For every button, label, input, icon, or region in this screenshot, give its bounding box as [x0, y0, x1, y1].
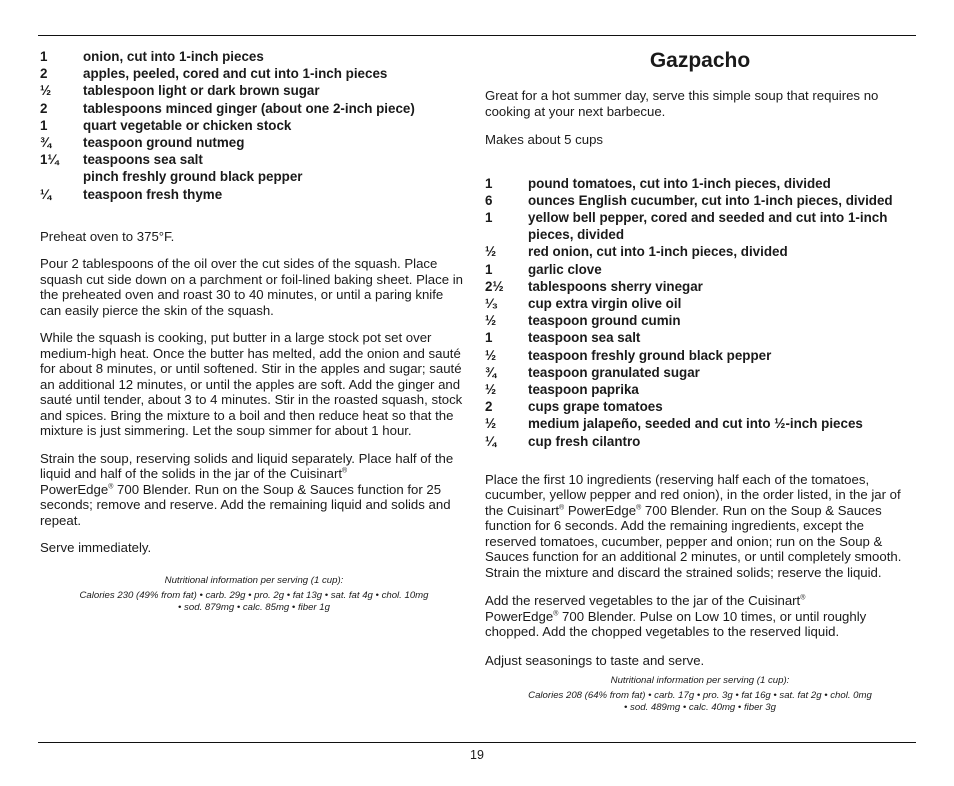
- instruction-paragraph: While the squash is cooking, put butter in a large stock pot set over medium-high heat. Once the butter has melted, add the onion and sauté for about 8 minutes, or until softened. Stir in the apples and sugar; sauté an additional 12 minutes, or until the apples are soft. Add the ginger and sauté until tender, about 3 to 4 minutes. Stir in the roasted squash, stock and spices. Bring the mixture to a boil and then reduce heat so that the mixture is just simmering. Let the soup simmer for about 1 hour.: [40, 330, 463, 439]
- nutrition-info: • sod. 489mg • calc. 40mg • fiber 3g: [624, 702, 776, 714]
- ingredient-item: [485, 243, 915, 260]
- ingredient-item: [485, 433, 915, 450]
- ingredient-item: [485, 381, 915, 398]
- ingredient-text: teaspoon fresh thyme: [83, 186, 223, 202]
- ingredient-item: [485, 209, 915, 243]
- ingredient-item: [485, 415, 915, 432]
- ingredient-item: [485, 329, 915, 346]
- ingredient-quantity: [40, 168, 83, 185]
- ingredient-item: [485, 192, 915, 209]
- ingredient-item: [40, 48, 468, 65]
- ingredient-quantity: 1: [485, 330, 493, 346]
- nutrition-info: • sod. 879mg • calc. 85mg • fiber 1g: [178, 601, 330, 613]
- ingredient-text: cup extra virgin olive oil: [528, 295, 682, 311]
- instruction-paragraph: Strain the soup, reserving solids and liquid separately. Place half of the liquid and half of the solids in the jar of the Cuisinart® PowerEdge® 700 Blender. Run on the Soup & Sauces function for 25 seconds; remove and reserve. Add the remaining liquid and solids and repeat.: [40, 450, 454, 528]
- ingredient-quantity: ½: [485, 313, 497, 329]
- ingredient-text: onion, cut into 1-inch pieces: [83, 49, 264, 64]
- nutrition-heading: Nutritional information per serving (1 cup):: [164, 574, 344, 586]
- ingredient-quantity: 1: [40, 49, 48, 64]
- ingredient-text: teaspoon granulated sugar: [528, 364, 700, 380]
- ingredient-quantity: 1¼: [40, 152, 59, 168]
- ingredient-text: apples, peeled, cored and cut into 1-inch pieces: [83, 66, 388, 82]
- ingredient-text: pinch freshly ground black pepper: [83, 169, 303, 185]
- ingredient-text: ounces English cucumber, cut into 1-inch pieces, divided: [528, 192, 893, 208]
- ingredient-quantity: ¹⁄₃: [485, 295, 498, 311]
- ingredient-item: [485, 278, 915, 295]
- ingredient-text: cups grape tomatoes: [528, 399, 663, 415]
- ingredient-item: [40, 151, 468, 168]
- instruction-paragraph: Adjust seasonings to taste and serve.: [485, 652, 705, 668]
- ingredient-text: tablespoon light or dark brown sugar: [83, 83, 320, 99]
- ingredient-item: [485, 364, 915, 381]
- ingredient-quantity: ½: [485, 416, 497, 432]
- ingredient-item: [485, 398, 915, 415]
- ingredient-item: [40, 168, 468, 185]
- ingredient-quantity: 2: [40, 66, 48, 82]
- left-column: [40, 48, 468, 614]
- ingredient-text: teaspoons sea salt: [83, 152, 203, 168]
- nutrition-heading: Nutritional information per serving (1 cup):: [610, 675, 790, 687]
- ingredient-quantity: 6: [485, 192, 493, 208]
- instruction-paragraph: Add the reserved vegetables to the jar of the Cuisinart® PowerEdge® 700 Blender. Pulse on Low 10 times, or until roughly chopped. Add the chopped vegetables to the reserved liquid.: [485, 593, 867, 640]
- ingredient-quantity: ½: [485, 244, 497, 260]
- ingredient-quantity: ½: [40, 83, 52, 99]
- ingredient-quantity: ¼: [485, 433, 497, 449]
- recipe-yield: Makes about 5 cups: [485, 132, 604, 147]
- nutrition-info: Calories 230 (49% from fat) • carb. 29g • pro. 2g • fat 13g • sat. fat 4g • chol. 10mg: [79, 589, 429, 601]
- instruction-paragraph: Preheat oven to 375°F.: [40, 228, 175, 244]
- instruction-paragraph: Serve immediately.: [40, 540, 152, 556]
- right-column: [485, 48, 915, 714]
- ingredient-quantity: 1: [485, 175, 493, 191]
- ingredient-quantity: ¾: [40, 135, 52, 151]
- ingredient-quantity: 1: [485, 261, 493, 277]
- ingredient-quantity: 1: [485, 209, 493, 225]
- ingredient-quantity: 2: [40, 100, 48, 116]
- ingredient-text: teaspoon ground cumin: [528, 313, 681, 329]
- ingredient-item: [485, 347, 915, 364]
- nutrition-info: Calories 208 (64% from fat) • carb. 17g • pro. 3g • fat 16g • sat. fat 2g • chol. 0mg: [528, 690, 872, 702]
- ingredient-text: yellow bell pepper, cored and seeded and cut into 1-inch pieces, divided: [528, 209, 888, 243]
- ingredient-quantity: 2: [485, 399, 493, 415]
- ingredient-text: medium jalapeño, seeded and cut into ½-inch pieces: [528, 416, 863, 432]
- ingredient-item: [40, 117, 468, 134]
- ingredient-text: tablespoons sherry vinegar: [528, 278, 703, 294]
- ingredient-item: [485, 261, 915, 278]
- ingredient-text: teaspoon paprika: [528, 381, 639, 397]
- bottom-rule: [38, 742, 916, 743]
- instruction-paragraph: Pour 2 tablespoons of the oil over the cut sides of the squash. Place squash cut side down on a parchment or foil-lined baking sheet. Place in the preheated oven and roast 30 to 40 minutes, or until a paring knife can easily pierce the skin of the squash.: [40, 256, 463, 318]
- ingredient-text: teaspoon sea salt: [528, 330, 641, 346]
- ingredient-item: [40, 82, 468, 99]
- ingredient-quantity: ½: [485, 347, 497, 363]
- ingredient-text: cup fresh cilantro: [528, 433, 641, 449]
- ingredient-text: teaspoon freshly ground black pepper: [528, 347, 772, 363]
- ingredient-text: red onion, cut into 1-inch pieces, divided: [528, 244, 788, 260]
- recipe-intro: Great for a hot summer day, serve this simple soup that requires no cooking at your next barbecue.: [485, 88, 879, 119]
- ingredient-list: [40, 48, 468, 203]
- ingredient-item: [40, 134, 468, 151]
- ingredient-quantity: ¼: [40, 186, 52, 202]
- ingredient-list: [485, 175, 915, 450]
- ingredient-text: tablespoons minced ginger (about one 2-inch piece): [83, 100, 415, 116]
- ingredient-text: teaspoon ground nutmeg: [83, 135, 245, 151]
- ingredient-item: [485, 175, 915, 192]
- ingredient-item: [40, 100, 468, 117]
- ingredient-text: quart vegetable or chicken stock: [83, 117, 292, 133]
- ingredient-text: garlic clove: [528, 261, 602, 277]
- recipe-title: Gazpacho: [649, 49, 751, 72]
- ingredient-item: [40, 186, 468, 203]
- ingredient-text: pound tomatoes, cut into 1-inch pieces, divided: [528, 175, 831, 191]
- page-number: 19: [470, 748, 484, 762]
- top-rule: [38, 35, 916, 36]
- instruction-paragraph: Place the first 10 ingredients (reserving half each of the tomatoes, cucumber, yellow pepper and red onion), in the order listed, in the jar of the Cuisinart® PowerEdge® 700 Blender. Run on the Soup & Sauces function for 6 seconds. Add the remaining ingredients, except the reserved tomatoes, cucumber, pepper and onion; run on the Soup & Sauces function for an additional 2 minutes, or until completely smooth. Strain the mixture and discard the strained solids; reserve the liquid.: [485, 471, 902, 580]
- ingredient-quantity: ¾: [485, 364, 497, 380]
- ingredient-item: [485, 312, 915, 329]
- ingredient-item: [485, 295, 915, 312]
- ingredient-quantity: 1: [40, 117, 48, 133]
- ingredient-quantity: ½: [485, 381, 497, 397]
- ingredient-item: [40, 65, 468, 82]
- ingredient-quantity: 2½: [485, 278, 504, 294]
